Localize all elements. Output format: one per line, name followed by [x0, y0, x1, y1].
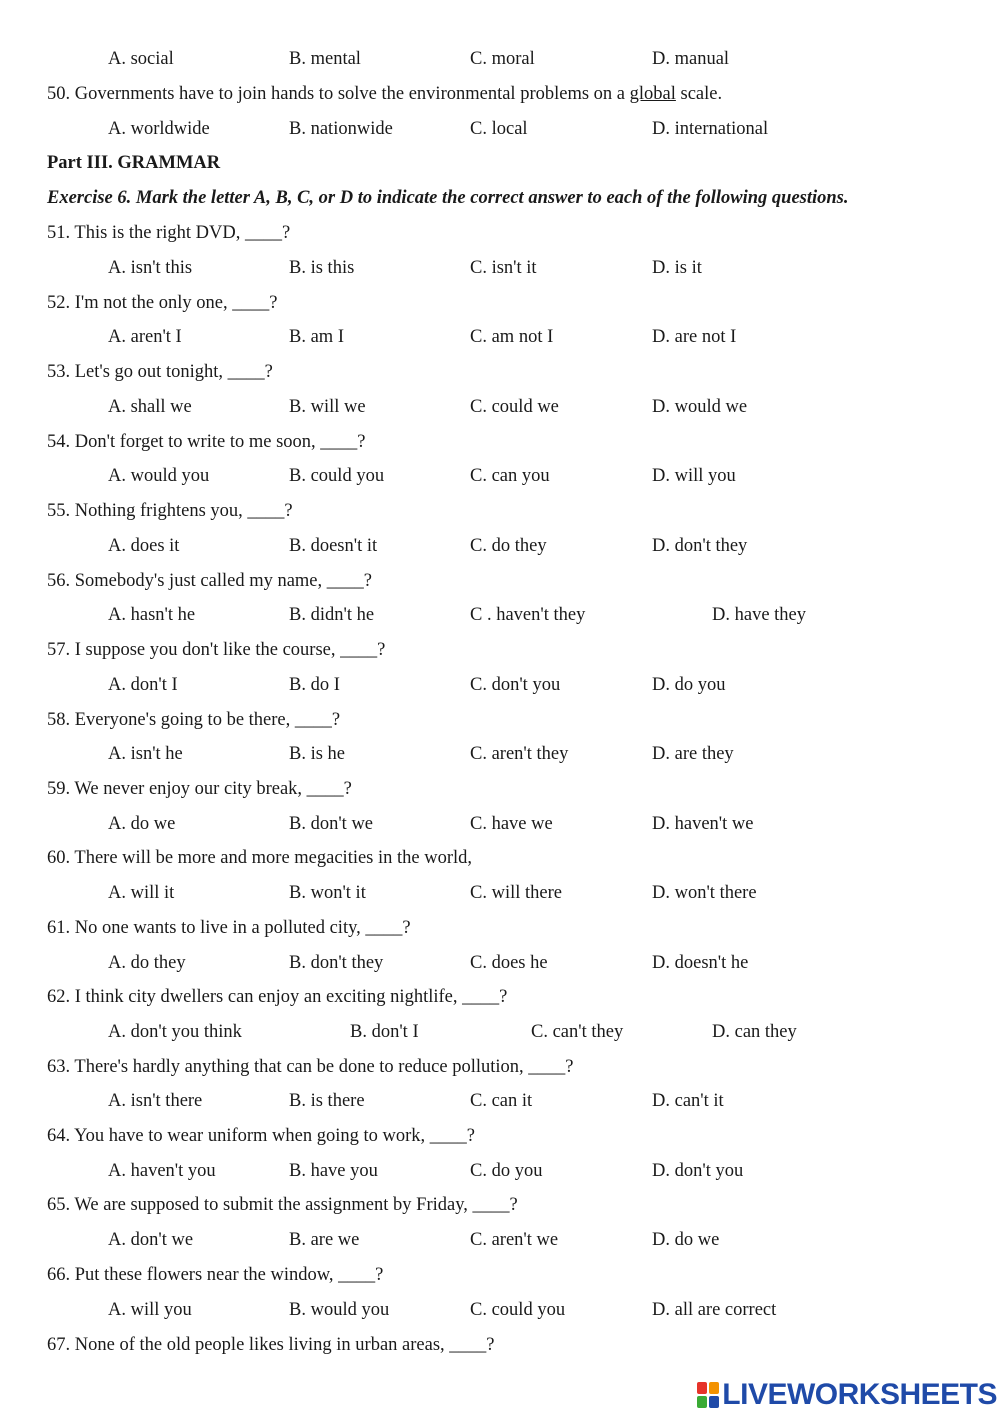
question-63: 63. There's hardly anything that can be done to reduce pollution, ____? — [47, 1057, 574, 1077]
option-c[interactable]: C. do you — [470, 1161, 543, 1181]
option-c[interactable]: C. can't they — [531, 1022, 624, 1042]
option-b[interactable]: B. could you — [289, 466, 385, 486]
option-c[interactable]: C. am not I — [470, 327, 554, 347]
option-b[interactable]: B. is there — [289, 1091, 365, 1111]
options-row-61 — [0, 951, 1000, 975]
option-b[interactable]: B. is this — [289, 258, 355, 278]
part-heading: Part III. GRAMMAR — [47, 153, 221, 173]
options-row-65 — [0, 1228, 1000, 1252]
option-b[interactable]: B. would you — [289, 1300, 390, 1320]
option-a[interactable]: A. does it — [108, 536, 180, 556]
question-56: 56. Somebody's just called my name, ____? — [47, 571, 372, 591]
option-a[interactable]: A. haven't you — [108, 1161, 216, 1181]
question-52: 52. I'm not the only one, ____? — [47, 293, 278, 313]
option-a[interactable]: A. isn't this — [108, 258, 193, 278]
options-row-62 — [0, 1020, 1000, 1044]
options-row-58 — [0, 742, 1000, 766]
options-row-prev — [0, 47, 1000, 71]
question-50 — [47, 82, 722, 106]
option-d[interactable]: D. have they — [712, 605, 807, 625]
option-c[interactable]: C . haven't they — [470, 605, 586, 625]
options-row-60 — [0, 881, 1000, 905]
option-a[interactable]: A. don't I — [108, 675, 178, 695]
liveworksheets-logo-icon — [697, 1382, 719, 1408]
option-b[interactable]: B. don't we — [289, 814, 374, 834]
option-c[interactable]: C. could you — [470, 1300, 566, 1320]
option-a[interactable]: A. aren't I — [108, 327, 182, 347]
option-b[interactable]: B. do I — [289, 675, 340, 695]
option-d[interactable]: D. international — [652, 119, 769, 139]
option-a[interactable]: A. don't you think — [108, 1022, 242, 1042]
option-c[interactable]: C. have we — [470, 814, 553, 834]
option-d[interactable]: D. haven't we — [652, 814, 754, 834]
option-a[interactable]: A. will it — [108, 883, 175, 903]
option-d[interactable]: D. manual — [652, 49, 730, 69]
option-c[interactable]: C. local — [470, 119, 528, 139]
question-67: 67. None of the old people likes living in urban areas, ____? — [47, 1335, 495, 1355]
option-b[interactable]: B. doesn't it — [289, 536, 378, 556]
option-c[interactable]: C. could we — [470, 397, 559, 417]
option-b[interactable]: B. have you — [289, 1161, 378, 1181]
logo-square-red — [697, 1382, 707, 1394]
option-b[interactable]: B. are we — [289, 1230, 360, 1250]
options-row-66 — [0, 1298, 1000, 1322]
option-c[interactable]: C. aren't we — [470, 1230, 559, 1250]
option-a[interactable]: A. social — [108, 49, 174, 69]
option-d[interactable]: D. won't there — [652, 883, 757, 903]
question-50-suffix: scale. — [675, 84, 723, 104]
option-d[interactable]: D. are they — [652, 744, 734, 764]
options-row-50 — [0, 117, 1000, 141]
option-d[interactable]: D. do we — [652, 1230, 720, 1250]
option-a[interactable]: A. worldwide — [108, 119, 210, 139]
option-d[interactable]: D. don't you — [652, 1161, 744, 1181]
option-d[interactable]: D. is it — [652, 258, 702, 278]
liveworksheets-logo — [697, 1378, 997, 1412]
option-c[interactable]: C. do they — [470, 536, 547, 556]
option-c[interactable]: C. will there — [470, 883, 562, 903]
question-61: 61. No one wants to live in a polluted city, ____? — [47, 918, 411, 938]
option-b[interactable]: B. won't it — [289, 883, 366, 903]
option-b[interactable]: B. is he — [289, 744, 346, 764]
options-row-59 — [0, 812, 1000, 836]
question-55: 55. Nothing frightens you, ____? — [47, 501, 293, 521]
logo-square-orange — [709, 1382, 719, 1394]
option-a[interactable]: A. isn't he — [108, 744, 183, 764]
question-50-underlined-word: global — [629, 84, 676, 104]
option-d[interactable]: D. can they — [712, 1022, 797, 1042]
option-c[interactable]: C. aren't they — [470, 744, 569, 764]
question-59: 59. We never enjoy our city break, ____? — [47, 779, 352, 799]
option-a[interactable]: A. do we — [108, 814, 176, 834]
option-a[interactable]: A. will you — [108, 1300, 192, 1320]
question-66: 66. Put these flowers near the window, ____? — [47, 1265, 384, 1285]
options-row-63 — [0, 1089, 1000, 1113]
option-d[interactable]: D. all are correct — [652, 1300, 777, 1320]
options-row-53 — [0, 395, 1000, 419]
option-d[interactable]: D. will you — [652, 466, 736, 486]
option-d[interactable]: D. do you — [652, 675, 726, 695]
options-row-57 — [0, 673, 1000, 697]
options-row-64 — [0, 1159, 1000, 1183]
question-57: 57. I suppose you don't like the course, ____? — [47, 640, 386, 660]
question-64: 64. You have to wear uniform when going to work, ____? — [47, 1126, 476, 1146]
logo-square-blue — [709, 1396, 719, 1408]
option-b[interactable]: B. don't they — [289, 953, 384, 973]
options-row-55 — [0, 534, 1000, 558]
option-c[interactable]: C. does he — [470, 953, 548, 973]
question-50-prefix: 50. Governments have to join hands to solve the environmental problems on a — [47, 84, 630, 104]
option-c[interactable]: C. isn't it — [470, 258, 537, 278]
option-d[interactable]: D. can't it — [652, 1091, 724, 1111]
exercise-instruction: Exercise 6. Mark the letter A, B, C, or D to indicate the correct answer to each of the following questions. — [47, 188, 849, 208]
question-65: 65. We are supposed to submit the assignment by Friday, ____? — [47, 1195, 518, 1215]
options-row-56 — [0, 603, 1000, 627]
option-b[interactable]: B. mental — [289, 49, 361, 69]
option-b[interactable]: B. am I — [289, 327, 344, 347]
option-a[interactable]: A. shall we — [108, 397, 192, 417]
question-58: 58. Everyone's going to be there, ____? — [47, 710, 341, 730]
option-d[interactable]: D. are not I — [652, 327, 737, 347]
question-62: 62. I think city dwellers can enjoy an exciting nightlife, ____? — [47, 987, 508, 1007]
option-d[interactable]: D. would we — [652, 397, 748, 417]
logo-text: LIVEWORKSHEETS — [722, 1378, 997, 1411]
question-51: 51. This is the right DVD, ____? — [47, 223, 291, 243]
option-d[interactable]: D. don't they — [652, 536, 748, 556]
options-row-54 — [0, 464, 1000, 488]
option-b[interactable]: B. don't I — [350, 1022, 419, 1042]
option-d[interactable]: D. doesn't he — [652, 953, 749, 973]
options-row-52 — [0, 325, 1000, 349]
option-b[interactable]: B. didn't he — [289, 605, 375, 625]
option-c[interactable]: C. can it — [470, 1091, 533, 1111]
question-54: 54. Don't forget to write to me soon, ____? — [47, 432, 366, 452]
logo-square-green — [697, 1396, 707, 1408]
option-c[interactable]: C. moral — [470, 49, 535, 69]
option-a[interactable]: A. isn't there — [108, 1091, 203, 1111]
option-a[interactable]: A. do they — [108, 953, 186, 973]
option-a[interactable]: A. hasn't he — [108, 605, 196, 625]
option-b[interactable]: B. nationwide — [289, 119, 393, 139]
option-b[interactable]: B. will we — [289, 397, 366, 417]
option-a[interactable]: A. would you — [108, 466, 210, 486]
question-53: 53. Let's go out tonight, ____? — [47, 362, 273, 382]
option-c[interactable]: C. can you — [470, 466, 550, 486]
option-c[interactable]: C. don't you — [470, 675, 561, 695]
options-row-51 — [0, 256, 1000, 280]
question-60: 60. There will be more and more megacities in the world, — [47, 848, 473, 868]
option-a[interactable]: A. don't we — [108, 1230, 194, 1250]
